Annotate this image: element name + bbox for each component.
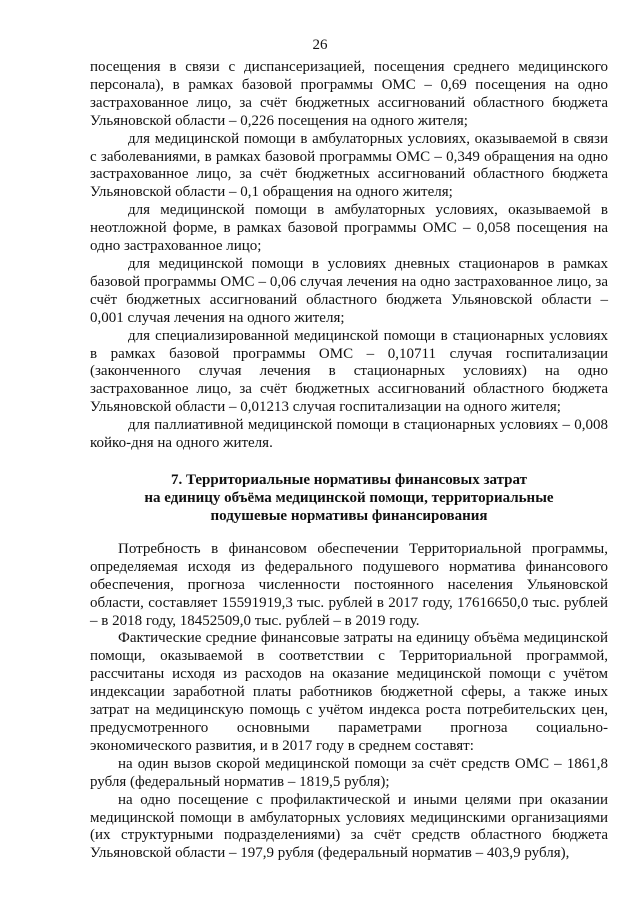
section-heading bbox=[90, 471, 608, 525]
section-heading-line: подушевые нормативы финансирования bbox=[210, 507, 488, 524]
paragraph: для специализированной медицинской помощи в стационарных условиях в рамках базовой программы ОМС – 0,10711 случая госпитализации (законченного случая лечения в стационарных условиях) на одно застрахованное лицо, за счёт бюджетных ассигнований областного бюджета Ульяновской области – 0,01213 случая госпитализации на одного жителя; bbox=[90, 327, 608, 416]
paragraph: для медицинской помощи в условиях дневных стационаров в рамках базовой программы ОМС – 0,06 случая лечения на одно застрахованное лицо, за счёт бюджетных ассигнований областного бюджета Ульяновской области – 0,001 случая лечения на одного жителя; bbox=[90, 255, 608, 326]
volume-norms-list bbox=[90, 59, 608, 453]
financing-norms-text bbox=[90, 541, 608, 863]
paragraph: для медицинской помощи в амбулаторных условиях, оказываемой в связи с заболеваниями, в рамках базовой программы ОМС – 0,349 обращения на одно застрахованное лицо, за счёт бюджетных ассигнований областного бюджета Ульяновской области – 0,1 обращения на одного жителя; bbox=[90, 130, 608, 201]
section-heading-line: на единицу объёма медицинской помощи, территориальные bbox=[144, 489, 554, 506]
paragraph: на одно посещение с профилактической и иными целями при оказании медицинской помощи в амбулаторных условиях медицинскими организациями (их структурными подразделениями) за счёт средств областного бюджета Ульяновской области – 197,9 рубля (федеральный норматив – 403,9 рубля), bbox=[90, 791, 608, 862]
paragraph: посещения в связи с диспансеризацией, посещения среднего медицинского персонала), в рамках базовой программы ОМС – 0,69 посещения на одно застрахованное лицо, за счёт бюджетных ассигнований областного бюджета Ульяновской области – 0,226 посещения на одного жителя; bbox=[90, 59, 608, 129]
paragraph: Потребность в финансовом обеспечении Территориальной программы, определяемая исходя из федерального подушевого норматива финансового обеспечения, прогноза численности постоянного населения Ульяновской области, составляет 15591919,3 тыс. рублей в 2017 году, 17616650,0 тыс. рублей – в 2018 году, 18452509,0 тыс. рублей – в 2019 году. bbox=[90, 540, 608, 629]
document-body bbox=[90, 59, 608, 863]
page-number: 26 bbox=[312, 37, 328, 53]
section-heading-line: 7. Территориальные нормативы финансовых затрат bbox=[170, 471, 528, 488]
paragraph: на один вызов скорой медицинской помощи за счёт средств ОМС – 1861,8 рубля (федеральный норматив – 1819,5 рубля); bbox=[90, 755, 608, 790]
paragraph: Фактические средние финансовые затраты на единицу объёма медицинской помощи, оказываемой в соответствии с Территориальной программой, рассчитаны исходя из расходов на оказание медицинской помощи с учётом индексации заработной платы работников бюджетной сферы, а также иных затрат на медицинскую помощь с учётом индекса роста потребительских цен, предусмотренного основными параметрами прогноза социально-экономического развития, и в 2017 году в среднем составят: bbox=[90, 630, 608, 754]
paragraph: для паллиативной медицинской помощи в стационарных условиях – 0,008 койко-дня на одного жителя. bbox=[90, 417, 608, 452]
paragraph: для медицинской помощи в амбулаторных условиях, оказываемой в неотложной форме, в рамках базовой программы ОМС – 0,058 посещения на одно застрахованное лицо; bbox=[90, 202, 608, 255]
